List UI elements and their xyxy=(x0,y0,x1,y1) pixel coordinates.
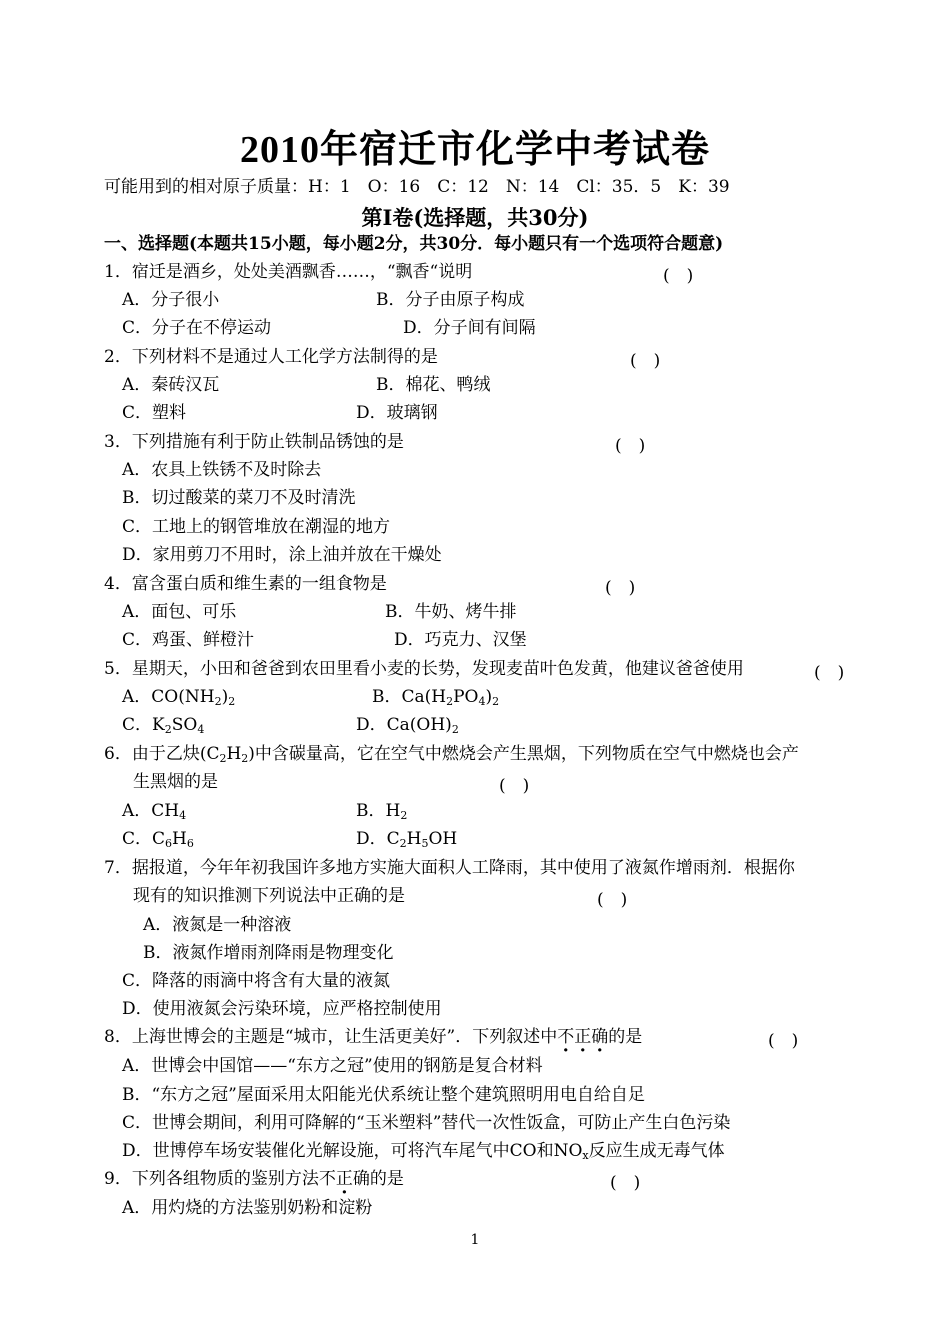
q8-emphasis-not: 不 xyxy=(557,1027,575,1047)
q8-option-c: C．世博会期间，利用可降解的“玉米塑料”替代一次性饭盒，可防止产生白色污染 xyxy=(122,1113,731,1133)
section-title: 第Ⅰ卷(选择题，共30分) xyxy=(361,205,589,230)
q6-option-a: A．$CH_4$ xyxy=(122,801,187,822)
q9-emphasis-zheng: 正 xyxy=(335,1169,353,1189)
q7-stem-line-2: 现有的知识推测下列说法中正确的是 xyxy=(133,886,405,906)
q3-option-c: C．工地上的钢管堆放在潮湿的地方 xyxy=(122,517,391,537)
q8-option-b: B．“东方之冠”屋面采用太阳能光伏系统让整个建筑照明用电自给自足 xyxy=(122,1085,645,1105)
q6-option-c: C．$C_6H_6$ xyxy=(122,829,194,850)
q4-option-d: D．巧克力、汉堡 xyxy=(394,630,527,650)
q3-stem: 3．下列措施有利于防止铁制品锈蚀的是 xyxy=(104,432,404,452)
q7-option-d: D．使用液氮会污染环境，应严格控制使用 xyxy=(122,999,442,1019)
q8-stem-text: 8．上海世博会的主题是“城市，让生活更美好”．下列叙述中 xyxy=(104,1027,558,1047)
q2-option-b: B．棉花、鸭绒 xyxy=(376,375,491,395)
q8-option-d-text: D．世博停车场安装催化光解设施，可将汽车尾气中CO和NO xyxy=(122,1141,583,1161)
q6-stem-line-2: 生黑烟的是 xyxy=(133,772,218,792)
q7-option-b: B．液氮作增雨剂降雨是物理变化 xyxy=(143,943,394,963)
q9-answer-blank: ( ) xyxy=(610,1173,641,1193)
q5-answer-blank: ( ) xyxy=(814,663,845,683)
q7-option-a: A．液氮是一种溶液 xyxy=(143,915,292,935)
q4-stem: 4．富含蛋白质和维生素的一组食物是 xyxy=(104,574,387,594)
q8-stem xyxy=(104,1026,642,1048)
q1-option-d: D．分子间有间隔 xyxy=(403,318,536,338)
q8-option-d xyxy=(122,1140,725,1167)
page-number: 1 xyxy=(470,1232,480,1248)
q2-option-c: C．塑料 xyxy=(122,403,187,423)
q9-stem-text: 9．下列各组物质的鉴别方法 xyxy=(104,1169,319,1189)
q4-option-a: A．面包、可乐 xyxy=(122,602,237,622)
q9-option-a: A．用灼烧的方法鉴别奶粉和淀粉 xyxy=(122,1198,373,1218)
q3-option-a: A．农具上铁锈不及时除去 xyxy=(122,460,322,480)
q1-answer-blank: ( ) xyxy=(663,266,694,286)
q5-option-d: D．$Ca(OH)_2$ xyxy=(356,715,459,736)
q9-stem xyxy=(104,1168,404,1190)
q6-stem: 6．由于乙炔$(C_2H_2)$中含碳量高，它在空气中燃烧会产生黑烟，下列物质在空气中燃烧也会产 xyxy=(104,744,799,765)
part-heading: 一、选择题(本题共15小题，每小题2分，共30分．每小题只有一个选项符合题意) xyxy=(104,234,724,254)
q7-stem: 7．据报道，今年年初我国许多地方实施大面积人工降雨，其中使用了液氮作增雨剂．根据你 xyxy=(104,858,795,878)
q5-option-a: A．$CO(NH_2)_2$ xyxy=(122,687,236,708)
q8-stem-tail: 的是 xyxy=(608,1027,643,1047)
q6-option-b: B．$H_2$ xyxy=(356,801,408,822)
q5-option-c: C．$K_2SO_4$ xyxy=(122,715,205,736)
q9-not: 不 xyxy=(318,1169,336,1189)
q7-answer-blank: ( ) xyxy=(597,890,628,910)
q2-stem: 2．下列材料不是通过人工化学方法制得的是 xyxy=(104,347,438,367)
q1-option-b: B．分子由原子构成 xyxy=(376,290,525,310)
q2-answer-blank: ( ) xyxy=(630,351,661,371)
q4-option-b: B．牛奶、烤牛排 xyxy=(385,602,517,622)
q8-option-a: A．世博会中国馆——“东方之冠”使用的钢筋是复合材料 xyxy=(122,1056,543,1076)
q8-emphasis-zheng: 正 xyxy=(574,1027,592,1047)
q2-option-d: D．玻璃钢 xyxy=(356,403,438,423)
q4-answer-blank: ( ) xyxy=(605,578,636,598)
q5-stem: 5．星期天，小田和爸爸到农田里看小麦的长势，发现麦苗叶色发黄，他建议爸爸使用 xyxy=(104,659,744,679)
q2-option-a: A．秦砖汉瓦 xyxy=(122,375,220,395)
q7-option-c: C．降落的雨滴中将含有大量的液氮 xyxy=(122,971,391,991)
q4-option-c: C．鸡蛋、鲜橙汁 xyxy=(122,630,255,650)
q3-option-d: D．家用剪刀不用时，涂上油并放在干燥处 xyxy=(122,545,442,565)
q6-option-d: D．$C_2H_5OH$ xyxy=(356,829,458,850)
q9-stem-tail: 确的是 xyxy=(352,1169,404,1189)
q8-option-d-sub: x xyxy=(582,1149,589,1162)
q6-answer-blank: ( ) xyxy=(499,776,530,796)
exam-title: 2010年宿迁市化学中考试卷 xyxy=(239,129,710,171)
q3-option-b: B．切过酸菜的菜刀不及时清洗 xyxy=(122,488,356,508)
q1-option-a: A．分子很小 xyxy=(122,290,220,310)
q1-stem: 1．宿迁是酒乡，处处美酒飘香……，“飘香“说明 xyxy=(104,262,473,282)
q5-option-b: B．$Ca(H_2PO_4)_2$ xyxy=(372,687,500,708)
q8-answer-blank: ( ) xyxy=(768,1031,799,1051)
q8-emphasis-que: 确 xyxy=(591,1027,609,1047)
q8-option-d-tail: 反应生成无毒气体 xyxy=(588,1141,725,1161)
q6-stem-part-3: )中含碳量高，它在空气中燃烧会产生黑烟，下列物质在空气中燃烧也会产 xyxy=(248,744,799,764)
q6-stem-part-2: H xyxy=(226,744,242,764)
q1-option-c: C．分子在不停运动 xyxy=(122,318,272,338)
q3-answer-blank: ( ) xyxy=(615,436,646,456)
q6-stem-part-1: 6．由于乙炔(C xyxy=(104,744,220,764)
atomic-mass-line: 可能用到的相对原子质量：H：1 O：16 C：12 N：14 Cl：35．5 K：39 xyxy=(104,177,730,197)
